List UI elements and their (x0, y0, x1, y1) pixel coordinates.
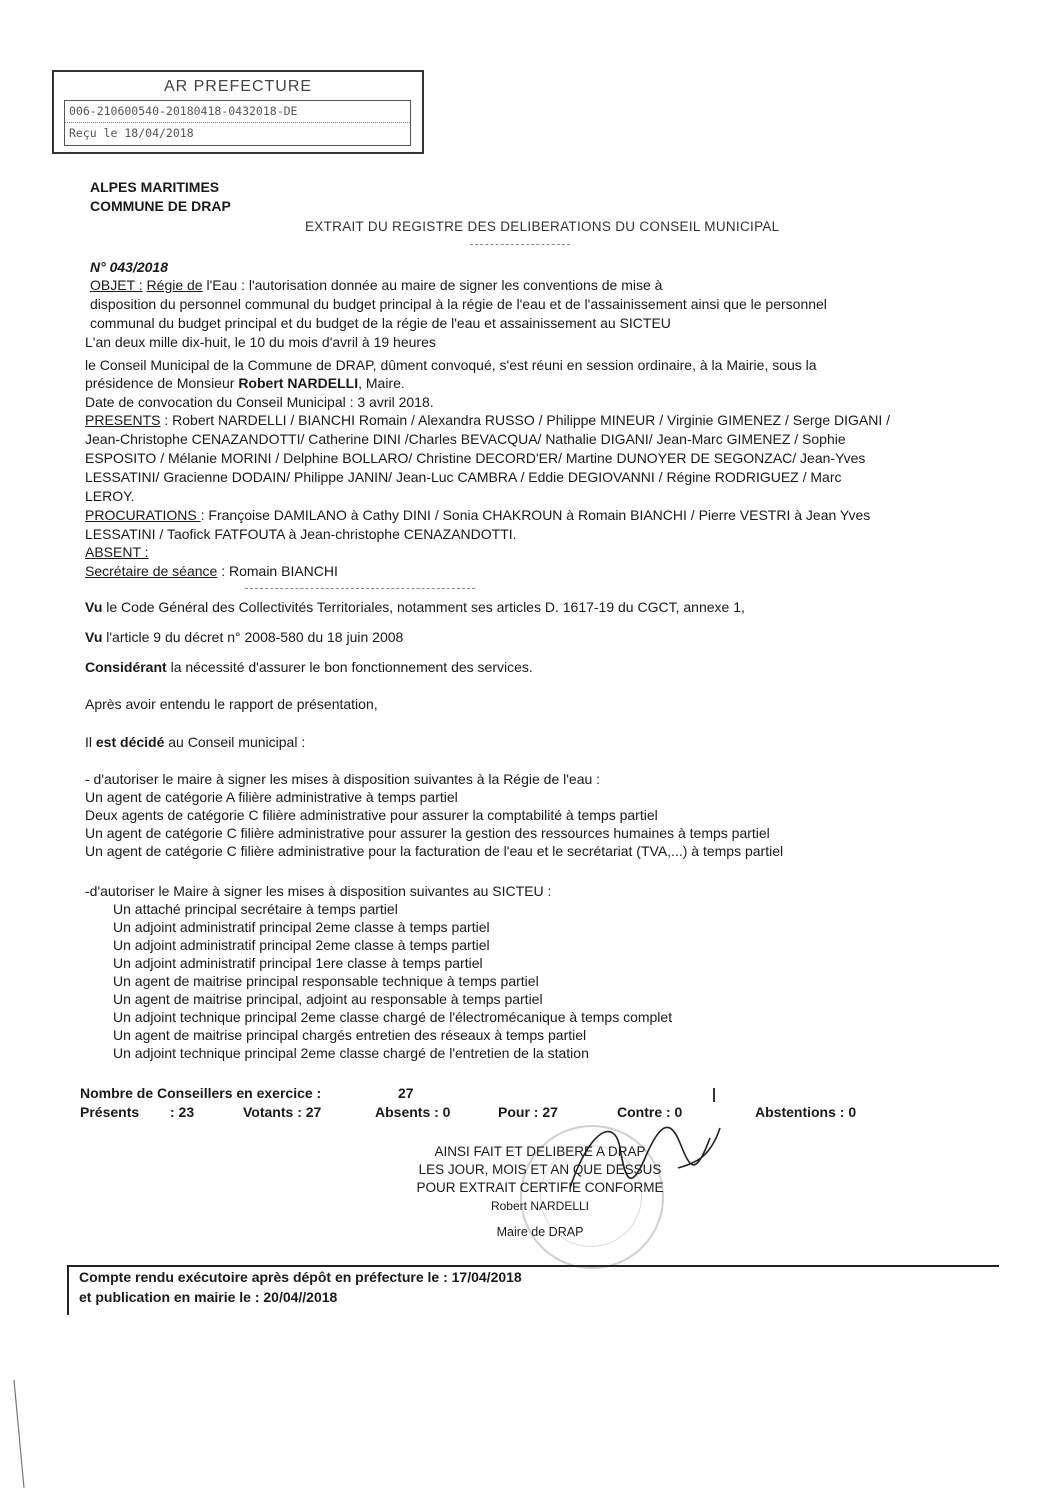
stamp-details (64, 100, 411, 146)
regie-list (85, 788, 783, 860)
vu-2-label: Vu (85, 629, 103, 645)
department-name: ALPES MARITIMES (90, 179, 220, 195)
procurations-line-1 (85, 506, 870, 524)
signature-line-3: POUR EXTRAIT CERTIFIE CONFORME (416, 1180, 664, 1195)
decision-intro (85, 733, 305, 751)
list-item: Un adjoint administratif principal 2eme classe à temps partiel (113, 937, 490, 953)
objet-line-2: disposition du personnel communal du budget principal à la régie de l'eau et de l'assainissement ainsi que le personnel (90, 296, 827, 312)
extract-title: EXTRAIT DU REGISTRE DES DELIBERATIONS DU CONSEIL MUNICIPAL (305, 219, 780, 234)
pour-count: Pour : 27 (498, 1104, 558, 1120)
secretaire-value: : Romain BIANCHI (217, 563, 338, 579)
list-item: Un agent de maitrise principal chargés entretien des réseaux à temps partiel (113, 1027, 587, 1043)
sicteu-list (113, 900, 672, 1062)
list-item: Un attaché principal secrétaire à temps partiel (113, 901, 398, 917)
presents-line-3: ESPOSITO / Mélanie MORINI / Delphine BOLLARO/ Christine DECORD'ER/ Martine DUNOYER DE SEGONZAC/ Jean-Yves (85, 450, 866, 466)
procurations-line-2: LESSATINI / Taofick FATFOUTA à Jean-christophe CENAZANDOTTI. (85, 526, 517, 542)
regie-intro: - d'autoriser le maire à signer les mises à disposition suivantes à la Régie de l'eau : (85, 771, 601, 787)
list-item: Un agent de maitrise principal, adjoint au responsable à temps partiel (113, 991, 543, 1007)
list-item: Un adjoint technique principal 2eme classe chargé de l'électromécanique à temps complet (113, 1009, 673, 1025)
president-title: , Maire. (358, 375, 405, 391)
title-divider (470, 244, 570, 245)
stamp-received-date: Reçu le 18/04/2018 (69, 126, 194, 140)
mayor-title: Maire de DRAP (496, 1225, 584, 1239)
vu-1 (85, 598, 745, 616)
list-item: Un agent de catégorie C filière administrative pour assurer la gestion des ressources humaines à temps partiel (85, 825, 770, 841)
sicteu-intro: -d'autoriser le Maire à signer les mises à disposition suivantes au SICTEU : (85, 883, 552, 899)
presents-line-4: LESSATINI/ Gracienne DODAIN/ Philippe JANIN/ Jean-Luc CAMBRA / Eddie DEGIOVANNI / Régine RODRIGUEZ / Marc (85, 469, 842, 485)
list-item: Un agent de maitrise principal responsable technique à temps partiel (113, 973, 539, 989)
conseillers-exercice-value: 27 (398, 1085, 414, 1101)
session-text: présidence de Monsieur (85, 375, 239, 391)
scan-margin-line (0, 1380, 40, 1490)
signature-block (380, 1143, 700, 1241)
decision-text-c: au Conseil municipal : (164, 734, 306, 750)
apres-rapport: Après avoir entendu le rapport de présentation, (85, 696, 378, 712)
presents-label: PRESENTS (85, 412, 161, 428)
considerant-label: Considérant (85, 659, 167, 675)
procurations-label: PROCURATIONS (85, 507, 201, 523)
decision-text-a: Il (85, 734, 96, 750)
session-line-1: le Conseil Municipal de la Commune de DRAP, dûment convoqué, s'est réuni en session ordinaire, à la Mairie, sous la (85, 357, 817, 373)
objet-subject: Régie de (146, 277, 203, 293)
execution-footer (67, 1265, 999, 1315)
prefecture-stamp (52, 70, 424, 154)
session-line-2 (85, 374, 405, 392)
absents-count: Absents : 0 (375, 1104, 451, 1120)
footer-line-2: et publication en mairie le : 20/04//2018 (79, 1289, 338, 1305)
presents-line-2: Jean-Christophe CENAZANDOTTI/ Catherine DINI /Charles BEVACQUA/ Nathalie DIGANI/ Jean-Marc GIMENEZ / Sophie (85, 431, 846, 447)
secretaire-label: Secrétaire de séance (85, 563, 218, 579)
objet-line-1 (90, 276, 662, 294)
list-item: Un adjoint technique principal 2eme classe chargé de l'entretien de la station (113, 1045, 589, 1061)
list-item: Un agent de catégorie A filière administrative à temps partiel (85, 789, 458, 805)
objet-line-3: communal du budget principal et du budget de la régie de l'eau et assainissement au SICTEU (90, 315, 671, 331)
deliberation-number: N° 043/2018 (90, 259, 168, 275)
secretaire-line (85, 562, 338, 580)
abstentions-count: Abstentions : 0 (755, 1104, 857, 1120)
president-name: Robert NARDELLI (238, 375, 359, 391)
contre-count: Contre : 0 (617, 1104, 683, 1120)
stamp-reference: 006-210600540-20180418-0432018-DE (65, 101, 410, 123)
list-item: Un adjoint administratif principal 2eme classe à temps partiel (113, 919, 490, 935)
signature-line-1: AINSI FAIT ET DELIBERE A DRAP (434, 1144, 646, 1159)
absent-label: ABSENT : (85, 544, 149, 560)
considerant (85, 658, 533, 676)
presents-line-1 (85, 411, 890, 429)
section-divider (245, 588, 475, 589)
objet-text-1: l'Eau : l'autorisation donnée au maire de signer les conventions de mise à (202, 277, 663, 293)
vu-1-label: Vu (85, 599, 103, 615)
vu-2-text: l'article 9 du décret n° 2008-580 du 18 juin 2008 (102, 629, 404, 645)
considerant-text: la nécessité d'assurer le bon fonctionnement des services. (166, 659, 533, 675)
presents-text-1: : Robert NARDELLI / BIANCHI Romain / Alexandra RUSSO / Philippe MINEUR / Virginie GIMENEZ / Serge DIGANI / (160, 412, 891, 428)
footer-line-1: Compte rendu exécutoire après dépôt en préfecture le : 17/04/2018 (79, 1269, 522, 1285)
list-item: Deux agents de catégorie C filière administrative pour assurer la comptabilité à temps partiel (85, 807, 658, 823)
presents-count: : 23 (170, 1104, 195, 1120)
list-item: Un agent de catégorie C filière administrative pour la facturation de l'eau et le secrétariat (TVA,...) à temps partiel (85, 843, 784, 859)
votants-count: Votants : 27 (243, 1104, 322, 1120)
presents-count-label: Présents (80, 1104, 140, 1120)
signature-line-2: LES JOUR, MOIS ET AN QUE DESSUS (418, 1162, 662, 1177)
presents-line-5: LEROY. (85, 488, 135, 504)
vertical-mark (713, 1088, 715, 1102)
vu-2 (85, 628, 403, 646)
list-item: Un adjoint administratif principal 1ere classe à temps partiel (113, 955, 483, 971)
commune-name: COMMUNE DE DRAP (90, 198, 231, 214)
stamp-title: AR PREFECTURE (163, 78, 313, 95)
decision-keyword: est décidé (95, 734, 165, 750)
convocation-date: Date de convocation du Conseil Municipal : 3 avril 2018. (85, 394, 434, 410)
meeting-date: L'an deux mille dix-huit, le 10 du mois d'avril à 19 heures (85, 334, 436, 350)
mayor-name: Robert NARDELLI (490, 1199, 590, 1213)
objet-label: OBJET : (90, 277, 143, 293)
conseillers-exercice-label: Nombre de Conseillers en exercice : (80, 1085, 322, 1101)
vu-1-text: le Code Général des Collectivités Territoriales, notamment ses articles D. 1617-19 du CGCT, annexe 1, (102, 599, 745, 615)
procurations-text-1: : Françoise DAMILANO à Cathy DINI / Sonia CHAKROUN à Romain BIANCHI / Pierre VESTRI à Jean Yves (200, 507, 871, 523)
